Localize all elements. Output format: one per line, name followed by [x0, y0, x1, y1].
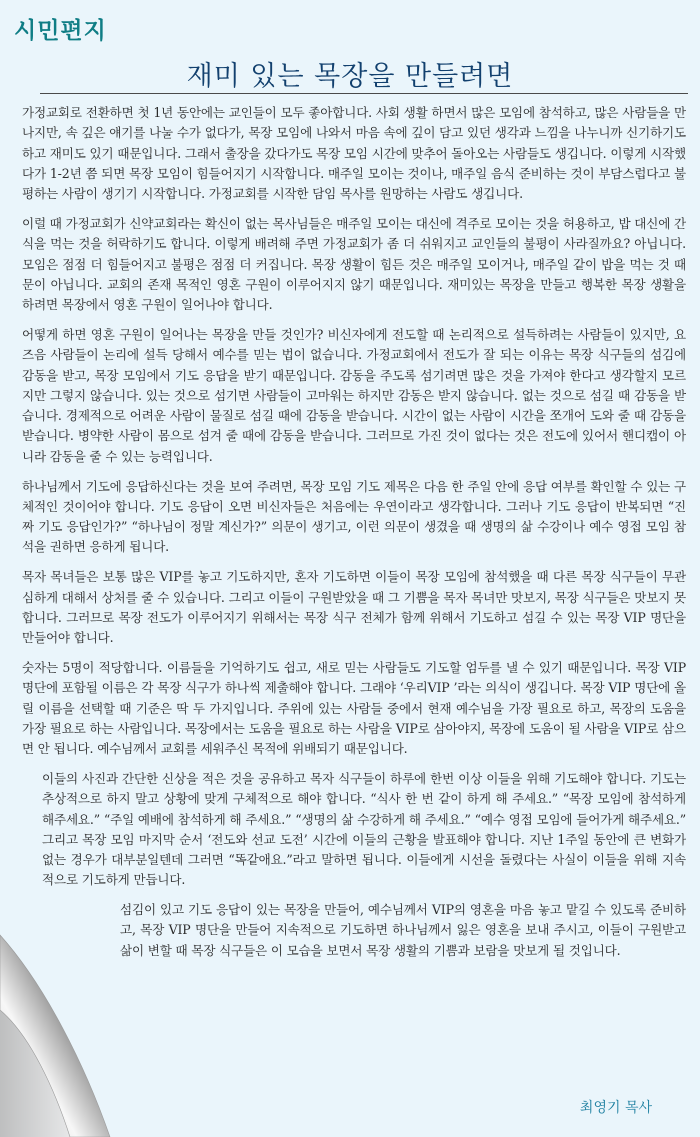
article-title: 재미 있는 목장을 만들려면 — [186, 61, 514, 92]
paragraph-8: 섬김이 있고 기도 응답이 있는 목장을 만들어, 예수님께서 VIP의 영혼을 마음 놓고 맡길 수 있도록 준비하고, 목장 VIP 명단을 만들어 지속적으로 기도하면 하나님께서 잃은 영혼을 보내 주시고, 이들이 구원받고 삶이 변할 때 목장 식구들은 이 모습을 보면서 목장 생활의 기쁨과 보람을 맛보게 될 것입니다. — [120, 902, 686, 958]
article-body — [22, 103, 686, 971]
paragraph-3: 어떻게 하면 영혼 구원이 일어나는 목장을 만들 것인가? 비신자에게 전도할 때 논리적으로 설득하려는 사람들이 있지만, 요즈음 사람들이 논리에 설득 당해서 예수를 믿는 법이 없습니다. 가정교회에서 전도가 잘 되는 이유는 목장 식구들의 섬김에 감동을 받고, 목장 모임에서 기도 응답을 받기 때문입니다. 감동을 주도록 섬기려면 많은 것을 가져야 한다고 생각할지 모르지만 그렇지 않습니다. 있는 것으로 섬기면 사람들이 고마워는 하지만 감동은 받지 않습니다. 없는 것으로 섬길 때 감동을 받습니다. 경제적으로 어려운 사람이 물질로 섬길 때에 감동을 받습니다. 시간이 없는 사람이 시간을 쪼개어 도와 줄 때 감동을 받습니다. 병약한 사람이 몸으로 섬겨 줄 때에 감동을 받습니다. 그러므로 가진 것이 없다는 것은 전도에 있어서 핸디캡이 아니라 감동을 줄 수 있는 능력입니다. — [22, 326, 686, 464]
title-divider — [40, 93, 688, 94]
page-curl-decoration — [0, 875, 120, 1137]
author-signature: 최영기 목사 — [579, 1100, 652, 1116]
paragraph-2: 이럴 때 가정교회가 신약교회라는 확신이 없는 목사님들은 매주일 모이는 대신에 격주로 모이는 것을 허용하고, 밥 대신에 간식을 먹는 것을 허락하기도 합니다. 이렇게 배려해 주면 가정교회가 좀 더 쉬워지고 교인들의 불평이 사라질까요? 아닙니다. 모임은 점점 더 힘들어지고 불평은 점점 더 커집니다. 목장 생활이 힘든 것은 매주일 모이거나, 매주일 같이 밥을 먹는 것 때문이 아닙니다. 교회의 존재 목적인 영혼 구원이 이루어지지 않기 때문입니다. 재미있는 목장을 만들고 행복한 목장 생활을 하려면 목장에서 영혼 구원이 일어나야 합니다. — [22, 215, 686, 313]
paragraph-1: 가정교회로 전환하면 첫 1년 동안에는 교인들이 모두 좋아합니다. 사회 생활 하면서 많은 모임에 참석하고, 많은 사람들을 만나지만, 속 깊은 얘기를 나눌 수가 없다가, 목장 모임에 나와서 마음 속에 깊이 담고 있던 생각과 느낌을 나누니까 신기하기도 하고 재미도 있기 때문입니다. 그래서 출장을 갔다가도 목장 모임 시간에 맞추어 돌아오는 사람들도 생깁니다. 이렇게 시작했다가 1-2년 쯤 되면 목장 모임이 힘들어지기 시작합니다. 매주일 모이는 것이나, 매주일 음식 준비하는 것이 부담스럽다고 불평하는 사람이 생기기 시작합니다. 가정교회를 시작한 담임 목사를 원망하는 사람도 생깁니다. — [22, 105, 686, 202]
paragraph-4: 하나님께서 기도에 응답하신다는 것을 보여 주려면, 목장 모임 기도 제목은 다음 한 주일 안에 응답 여부를 확인할 수 있는 구체적인 것이어야 합니다. 기도 응답이 오면 비신자들은 처음에는 우연이라고 생각합니다. 그러나 기도 응답이 반복되면 “진짜 기도 응답인가?” “하나님이 정말 계신가?” 의문이 생기고, 이런 의문이 생겼을 때 생명의 삶 수강이나 예수 영접 모임 참석을 권하면 응하게 됩니다. — [22, 478, 686, 555]
section-label: 시민편지 — [14, 18, 107, 44]
paragraph-6: 숫자는 5명이 적당합니다. 이름들을 기억하기도 쉽고, 새로 믿는 사람들도 기도할 엄두를 낼 수 있기 때문입니다. 목장 VIP 명단에 포함될 이름은 각 목장 식구가 하나씩 제출해야 합니다. 그래야 ‘우리VIP ’라는 의식이 생깁니다. 목장 VIP 명단에 올릴 이름을 선택할 때 기준은 딱 두 가지입니다. 주위에 있는 사람들 중에서 현재 예수님을 가장 필요로 하고, 목장의 도움을 가장 필요로 하는 사람입니다. 목장에서는 도움을 필요로 하는 사람을 VIP로 삼아야지, 목장에 도움이 될 사람을 VIP로 삼으면 안 됩니다. 예수님께서 교회를 세워주신 목적에 위배되기 때문입니다. — [22, 659, 686, 757]
paragraph-7: 이들의 사진과 간단한 신상을 적은 것을 공유하고 목자 식구들이 하루에 한번 이상 이들을 위해 기도해야 합니다. 기도는 추상적으로 하지 말고 상황에 맞게 구체적으로 해야 합니다. “식사 한 번 같이 하게 해 주세요.” “목장 모임에 참석하게 해주세요.” “주일 예배에 참석하게 해 주세요.” “생명의 삶 수강하게 해 주세요.” “예수 영접 모임에 들어가게 해주세요.” 그리고 목장 모임 마지막 순서 ‘전도와 선교 도전’ 시간에 이들의 근황을 발표해야 합니다. 지난 1주일 동안에 큰 변화가 없는 경우가 대부분일텐데 그러면 “똑같애요.”라고 말하면 됩니다. 이들에게 시선을 돌렸다는 사실이 이들을 위해 지속적으로 기도하게 만듭니다. — [42, 770, 686, 888]
paragraph-5: 목자 목녀들은 보통 많은 VIP를 놓고 기도하지만, 혼자 기도하면 이들이 목장 모임에 참석했을 때 다른 목장 식구들이 무관심하게 대해서 상처를 줄 수 있습니다. 그리고 이들이 구원받았을 때 그 기쁨을 목자 목녀만 맛보지, 목장 식구들은 맛보지 못합니다. 그러므로 목장 전도가 이루어지기 위해서는 목장 식구 전체가 함께 위해서 기도하고 섬길 수 있는 목장 VIP 명단을 만들어야 합니다. — [22, 569, 686, 646]
